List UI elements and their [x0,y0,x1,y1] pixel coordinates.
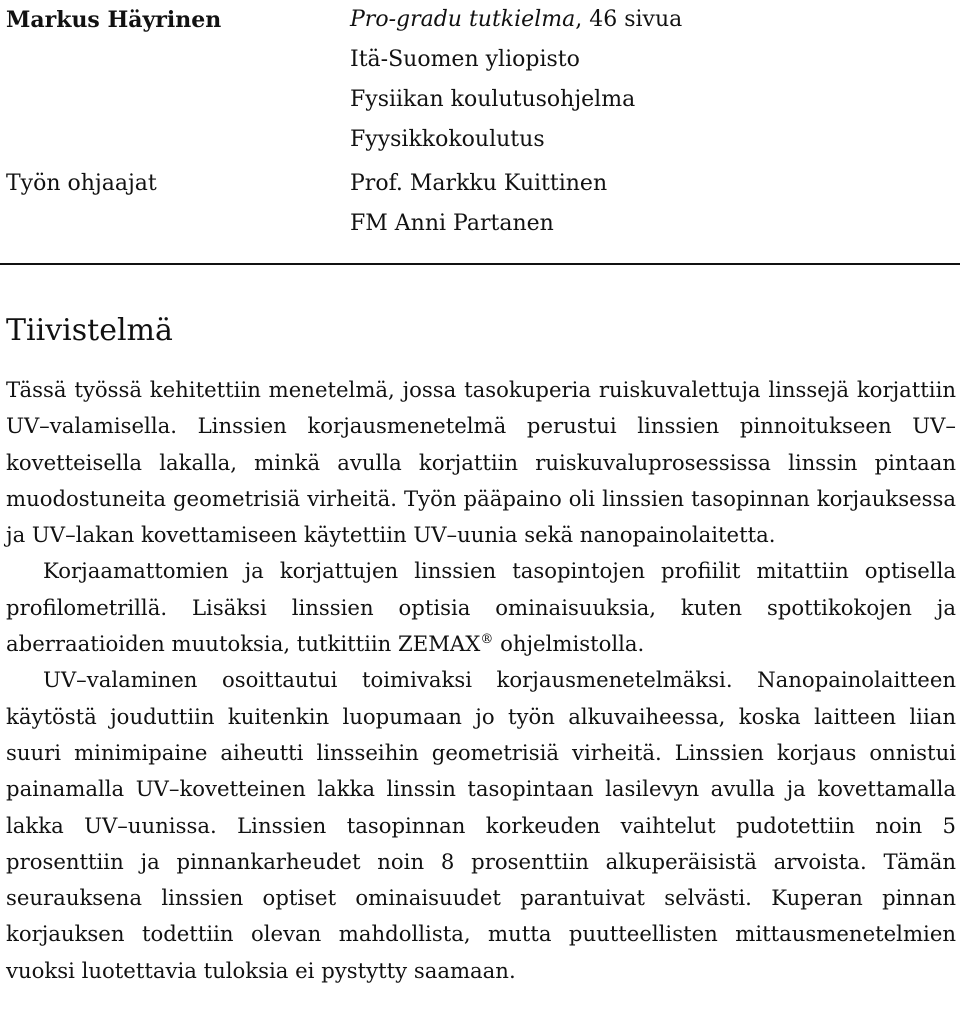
thesis-info-block [6,0,956,244]
page-count: , 46 sivua [575,7,683,32]
abstract-body [6,372,956,989]
spacer [6,40,350,80]
abstract-heading: Tiivistelmä [6,313,173,348]
abstract-paragraph-2-text: Korjaamattomien ja korjattujen linssien tasopintojen profiilit mitattiin optisella profilometrillä. Lisäksi linssien optisia ominaisuuksia, kuten spottikokojen ja aberraatioiden muutoksia, tutkittiin ZEMAX [6,558,956,657]
author-name: Markus Häyrinen [6,7,222,33]
spacer [6,80,350,120]
degree-program: Fysiikan koulutusohjelma [350,87,636,112]
horizontal-rule [0,263,960,265]
registered-mark: ® [480,632,494,648]
supervisor-1: Prof. Markku Kuittinen [350,171,608,196]
thesis-type-line [350,0,956,40]
abstract-paragraph-2-end: ohjelmistolla. [493,631,645,657]
abstract-paragraph-3: UV–valaminen osoittautui toimivaksi korjausmenetelmäksi. Nanopainolaitteen käytöstä jouduttiin kuitenkin luopumaan jo työn alkuvaiheessa, koska laitteen liian suuri minimipaine aiheutti linsseihin geometrisiä virheitä. Linssien korjaus onnistui painamalla UV–kovetteinen lakka linssin tasopintaan lasilevyn avulla ja kovettamalla lakka UV–uunissa. Linssien tasopinnan korkeuden vaihtelut pudotettiin noin 5 prosenttiin ja pinnankarheudet noin 8 prosenttiin alkuperäisistä arvoista. Tämän seurauksena linssien optiset ominaisuudet parantuivat selvästi. Kuperan pinnan korjauksen todettiin olevan mahdollista, mutta puutteellisten mittausmenetelmien vuoksi luotettavia tuloksia ei pystytty saamaan. [6,667,956,983]
abstract-paragraph-1: Tässä työssä kehitettiin menetelmä, jossa tasokuperia ruiskuvalettuja linssejä korjattiin UV–valamisella. Linssien korjausmenetelmä perustui linssien pinnoitukseen UV–kovetteisella lakalla, minkä avulla korjattiin ruiskuvaluprosessissa linssin pintaan muodostuneita geometrisiä virheitä. Työn pääpaino oli linssien tasopinnan korjauksessa ja UV–lakan kovettamiseen käytettiin UV–uunia sekä nanopainolaitetta. [6,377,956,548]
spacer [6,204,350,244]
supervisors-label: Työn ohjaajat [6,171,157,196]
spacer [6,120,350,160]
abstract-paragraph-2 [6,553,956,662]
thesis-type: Pro-gradu tutkielma [350,7,576,32]
specialization: Fyysikkokoulutus [350,127,545,152]
university: Itä-Suomen yliopisto [350,47,580,72]
supervisor-2: FM Anni Partanen [350,211,554,236]
